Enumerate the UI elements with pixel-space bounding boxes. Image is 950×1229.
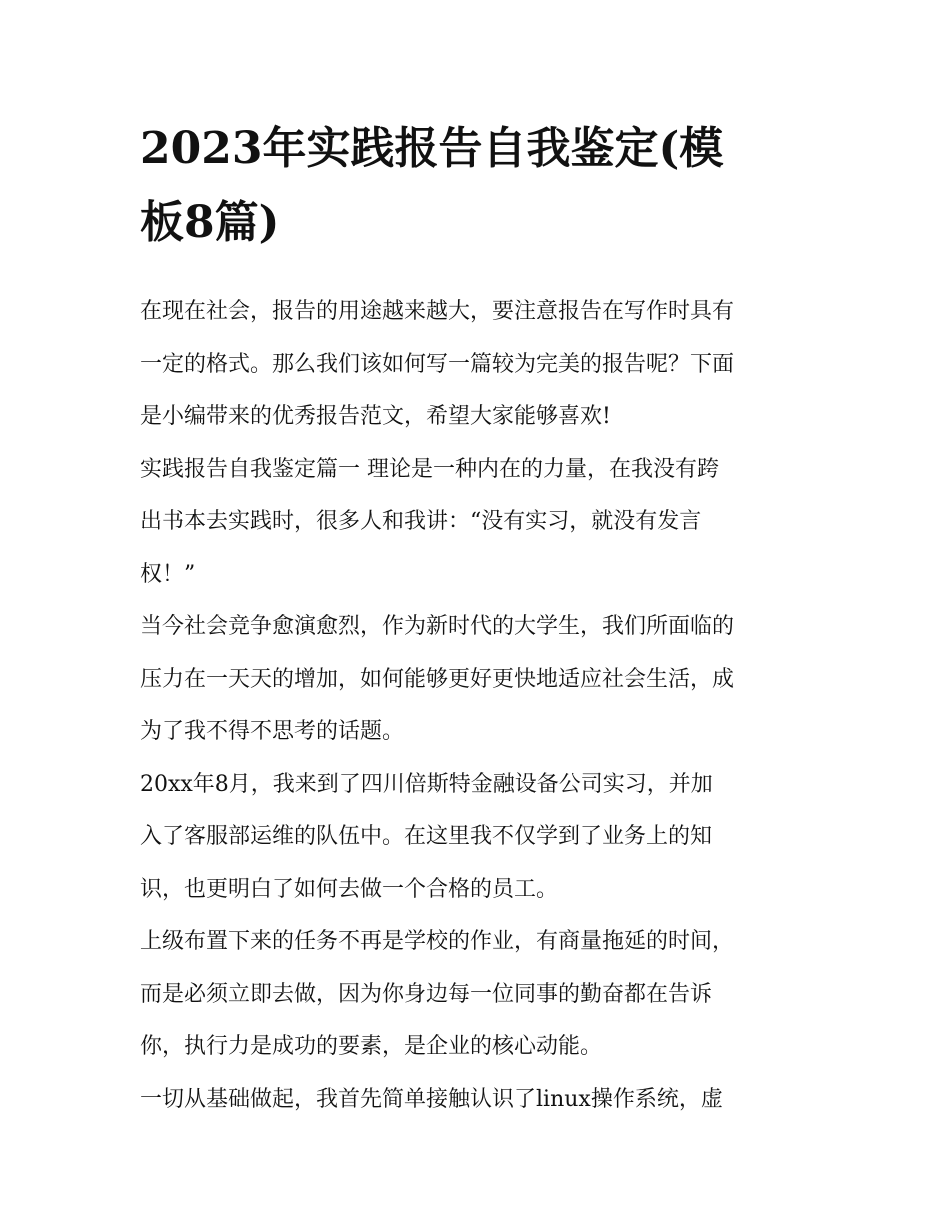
text-line: 一定的格式。那么我们该如何写一篇较为完美的报告呢？下面 xyxy=(140,351,735,377)
title-line-2: 板8篇) xyxy=(140,197,280,248)
text-line: 而是必须立即去做，因为你身边每一位同事的勤奋都在告诉 xyxy=(140,981,713,1007)
paragraph-internship xyxy=(140,759,815,917)
text-line: 入了客服部运维的队伍中。在这里我不仅学到了业务上的知 xyxy=(140,824,713,849)
document-title xyxy=(140,112,815,260)
text-line: 在现在社会，报告的用途越来越大，要注意报告在写作时具有 xyxy=(140,299,735,324)
text-line: 压力在一天天的增加，如何能够更好更快地适应社会生活，成 xyxy=(140,666,735,692)
document-body xyxy=(140,286,815,1126)
paragraph-competition xyxy=(140,601,815,759)
text-line: 是小编带来的优秀报告范文，希望大家能够喜欢! xyxy=(140,404,611,429)
paragraph-intro xyxy=(140,286,815,444)
text-line: 你，执行力是成功的要素，是企业的核心动能。 xyxy=(140,1034,603,1059)
title-line-1: 2023年实践报告自我鉴定(模 xyxy=(140,123,724,174)
document-content xyxy=(140,112,815,1126)
text-line: 20xx年8月，我来到了四川倍斯特金融设备公司实习，并加 xyxy=(140,771,713,797)
paragraph-basics xyxy=(140,1074,815,1127)
text-line: 一切从基础做起，我首先简单接触认识了linux操作系统，虚 xyxy=(140,1086,723,1112)
text-line: 实践报告自我鉴定篇一 理论是一种内在的力量，在我没有跨 xyxy=(140,456,719,482)
paragraph-tasks xyxy=(140,916,815,1074)
text-line: 上级布置下来的任务不再是学校的作业，有商量拖延的时间， xyxy=(140,929,735,954)
text-line: 当今社会竞争愈演愈烈，作为新时代的大学生，我们所面临的 xyxy=(140,614,735,639)
text-line: 识，也更明白了如何去做一个合格的员工。 xyxy=(140,876,559,902)
paragraph-section-one xyxy=(140,444,815,602)
text-line: 权！” xyxy=(140,561,196,587)
text-line: 为了我不得不思考的话题。 xyxy=(140,719,405,744)
text-line: 出书本去实践时，很多人和我讲：“没有实习，就没有发言 xyxy=(140,509,702,534)
